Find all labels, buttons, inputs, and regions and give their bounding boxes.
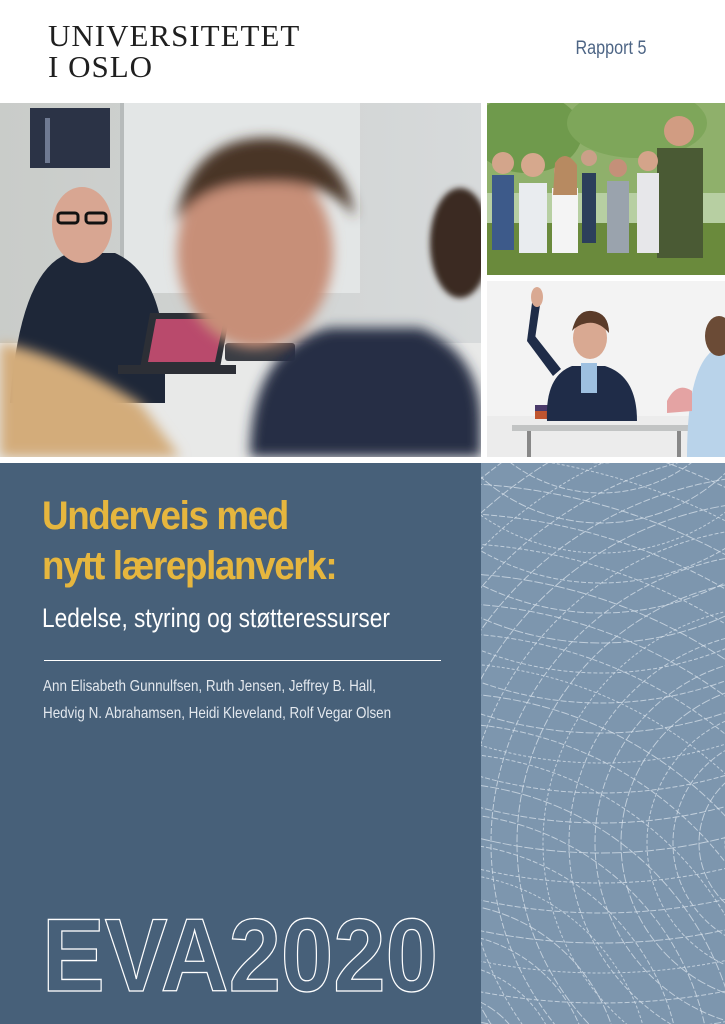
authors-line-1: Ann Elisabeth Gunnulfsen, Ruth Jensen, Jeffrey B. Hall,: [43, 678, 376, 695]
pattern-ring: [481, 603, 725, 1024]
photo-student-raising-hand: [487, 281, 725, 457]
university-logo-text: [48, 20, 300, 82]
title-panel: [0, 463, 481, 1024]
pattern-ring: [481, 463, 725, 613]
pattern-ring: [481, 753, 725, 1024]
pattern-ring: [481, 723, 725, 1024]
pattern-ring: [481, 663, 725, 1024]
report-number: Rapport 5: [575, 38, 646, 59]
pattern-ring: [481, 463, 725, 913]
pattern-ring: [481, 463, 725, 553]
pattern-ring: [481, 543, 725, 1024]
pattern-ring: [481, 463, 725, 763]
cover-header: [0, 0, 725, 103]
photo-outdoor-group: [487, 103, 725, 275]
institution-line-2: I OSLO: [48, 49, 154, 84]
report-subtitle: Ledelse, styring og støtteressurser: [42, 603, 390, 633]
pattern-ring: [481, 527, 725, 1024]
authors-line-2: Hedvig N. Abrahamsen, Heidi Kleveland, Rolf Vegar Olsen: [43, 705, 392, 722]
pattern-ring: [481, 475, 725, 1024]
report-title: [42, 491, 336, 591]
series-logo-text: EVA2020: [42, 911, 438, 999]
photo-teacher-with-students: [0, 103, 481, 457]
institution-line-1: UNIVERSITETET: [48, 18, 301, 53]
pattern-ring: [481, 513, 725, 1024]
series-logo: [42, 911, 442, 999]
decorative-tree-ring-pattern: [481, 463, 725, 1024]
layout-divider: [487, 275, 725, 281]
pattern-ring: [481, 903, 621, 1024]
title-line-2: nytt læreplanverk:: [42, 544, 337, 588]
pattern-ring: [481, 463, 725, 973]
pattern-ring: [481, 873, 651, 1024]
pattern-ring: [481, 463, 725, 793]
layout-divider: [481, 103, 487, 463]
pattern-ring: [543, 605, 725, 1024]
author-list: [43, 673, 391, 727]
pattern-ring: [481, 463, 725, 853]
pattern-ring: [481, 843, 681, 1024]
pattern-ring: [569, 631, 725, 1024]
title-divider: [44, 660, 441, 661]
pattern-ring: [481, 573, 725, 1024]
pattern-ring: [481, 463, 725, 493]
title-line-1: Underveis med: [42, 494, 288, 538]
